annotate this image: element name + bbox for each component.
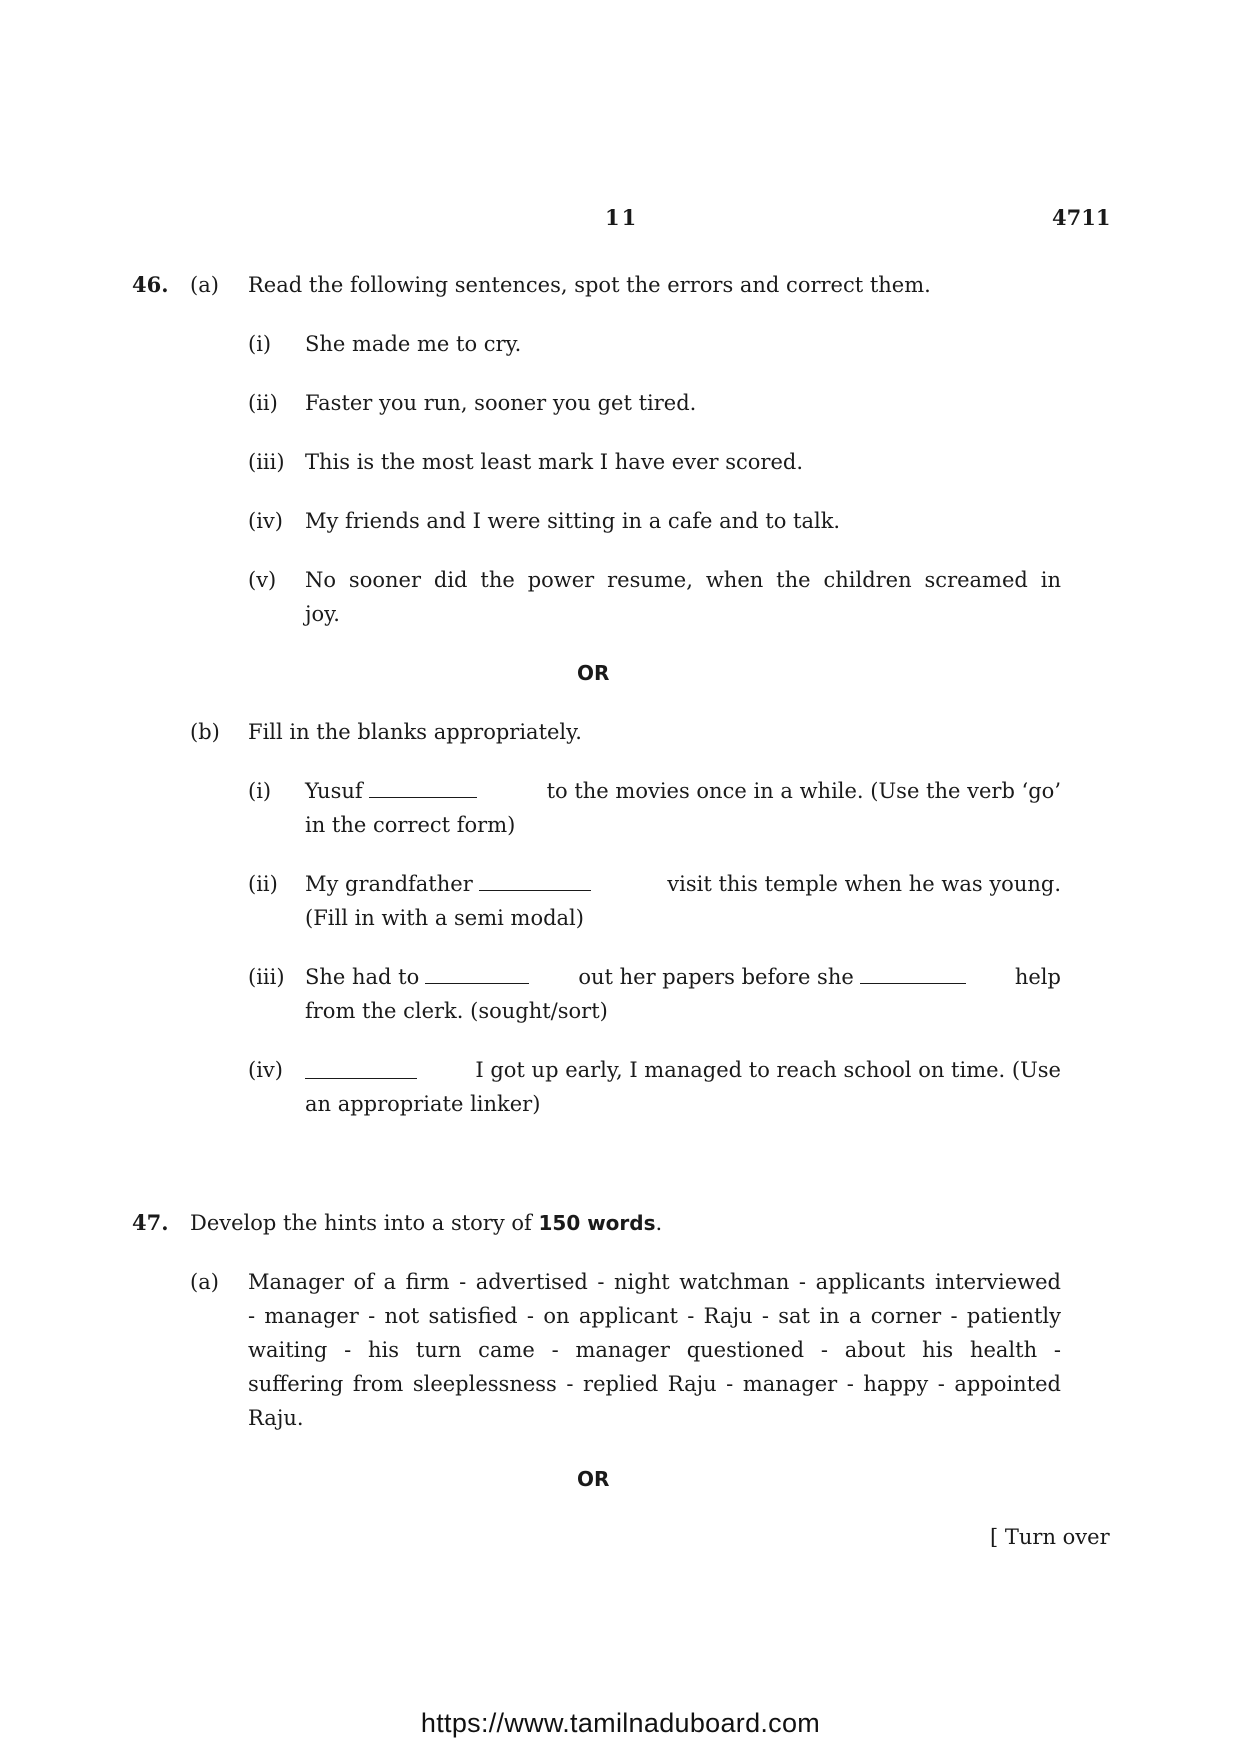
story-hint-line: Raju. <box>248 1406 304 1430</box>
blank <box>369 796 477 798</box>
fill-blank-line <box>305 774 1061 808</box>
question-47a-label: (a) <box>190 1270 219 1294</box>
item-number: (ii) <box>248 391 278 415</box>
instruction-text: Develop the hints into a story of <box>190 1211 539 1235</box>
story-hint-line: - manager - not satisfied - on applicant - Raju - sat in a corner - patiently <box>248 1304 1061 1328</box>
item-number: (i) <box>248 779 272 803</box>
item-number: (v) <box>248 568 277 592</box>
sentence-text-continued: joy. <box>305 602 340 626</box>
blank-prefix: Yusuf <box>305 779 363 803</box>
blank-suffix: to the movies once in a while. (Use the verb ‘go’ <box>546 779 1061 803</box>
sentence-text: This is the most least mark I have ever scored. <box>305 450 803 474</box>
question-46a-instruction: Read the following sentences, spot the errors and correct them. <box>248 273 931 297</box>
hint-text: in the correct form) <box>305 813 516 837</box>
item-number: (iv) <box>248 1058 283 1082</box>
blank <box>425 982 529 984</box>
fill-blank-line <box>305 960 1061 994</box>
or-separator: OR <box>577 661 610 685</box>
blank-suffix: I got up early, I managed to reach school on time. (Use <box>475 1058 1061 1082</box>
sentence-text: She made me to cry. <box>305 332 522 356</box>
sentence-text: Faster you run, sooner you get tired. <box>305 391 697 415</box>
hint-text: an appropriate linker) <box>305 1092 541 1116</box>
story-hint-line: suffering from sleeplessness - replied Raju - manager - happy - appointed <box>248 1372 1061 1396</box>
fill-blank-line <box>305 1053 1061 1087</box>
item-number: (iv) <box>248 509 283 533</box>
question-46b-instruction: Fill in the blanks appropriately. <box>248 720 582 744</box>
question-46-number: 46. <box>132 272 169 297</box>
question-47-number: 47. <box>132 1210 169 1235</box>
paper-code: 4711 <box>1052 205 1111 230</box>
word-count: 150 words <box>538 1211 656 1235</box>
item-number: (iii) <box>248 965 285 989</box>
sentence-text: No sooner did the power resume, when the children screamed in <box>305 568 1061 592</box>
fill-blank-line <box>305 867 1061 901</box>
page-number: 11 <box>605 205 639 230</box>
item-number: (iii) <box>248 450 285 474</box>
or-separator: OR <box>577 1467 610 1491</box>
instruction-end: . <box>655 1211 663 1235</box>
blank <box>479 889 591 891</box>
blank <box>305 1077 417 1079</box>
blank-middle: out her papers before she <box>578 965 854 989</box>
item-number: (ii) <box>248 872 278 896</box>
question-47-instruction <box>190 1206 662 1240</box>
story-hint-line: waiting - his turn came - manager questioned - about his health - <box>248 1338 1061 1362</box>
blank-suffix: visit this temple when he was young. <box>667 872 1061 896</box>
blank-prefix: She had to <box>305 965 420 989</box>
story-hint-line: Manager of a firm - advertised - night watchman - applicants interviewed <box>248 1270 1061 1294</box>
sentence-text: My friends and I were sitting in a cafe and to talk. <box>305 509 841 533</box>
blank-suffix: help <box>1014 965 1061 989</box>
question-46a-label: (a) <box>190 273 219 297</box>
hint-text: (Fill in with a semi modal) <box>305 906 584 930</box>
item-number: (i) <box>248 332 272 356</box>
footer-url[interactable]: https://www.tamilnaduboard.com <box>420 1708 821 1738</box>
blank-prefix: My grandfather <box>305 872 473 896</box>
blank <box>860 982 966 984</box>
turn-over-note: [ Turn over <box>990 1525 1110 1549</box>
hint-text: from the clerk. (sought/sort) <box>305 999 608 1023</box>
question-46b-label: (b) <box>190 720 220 744</box>
